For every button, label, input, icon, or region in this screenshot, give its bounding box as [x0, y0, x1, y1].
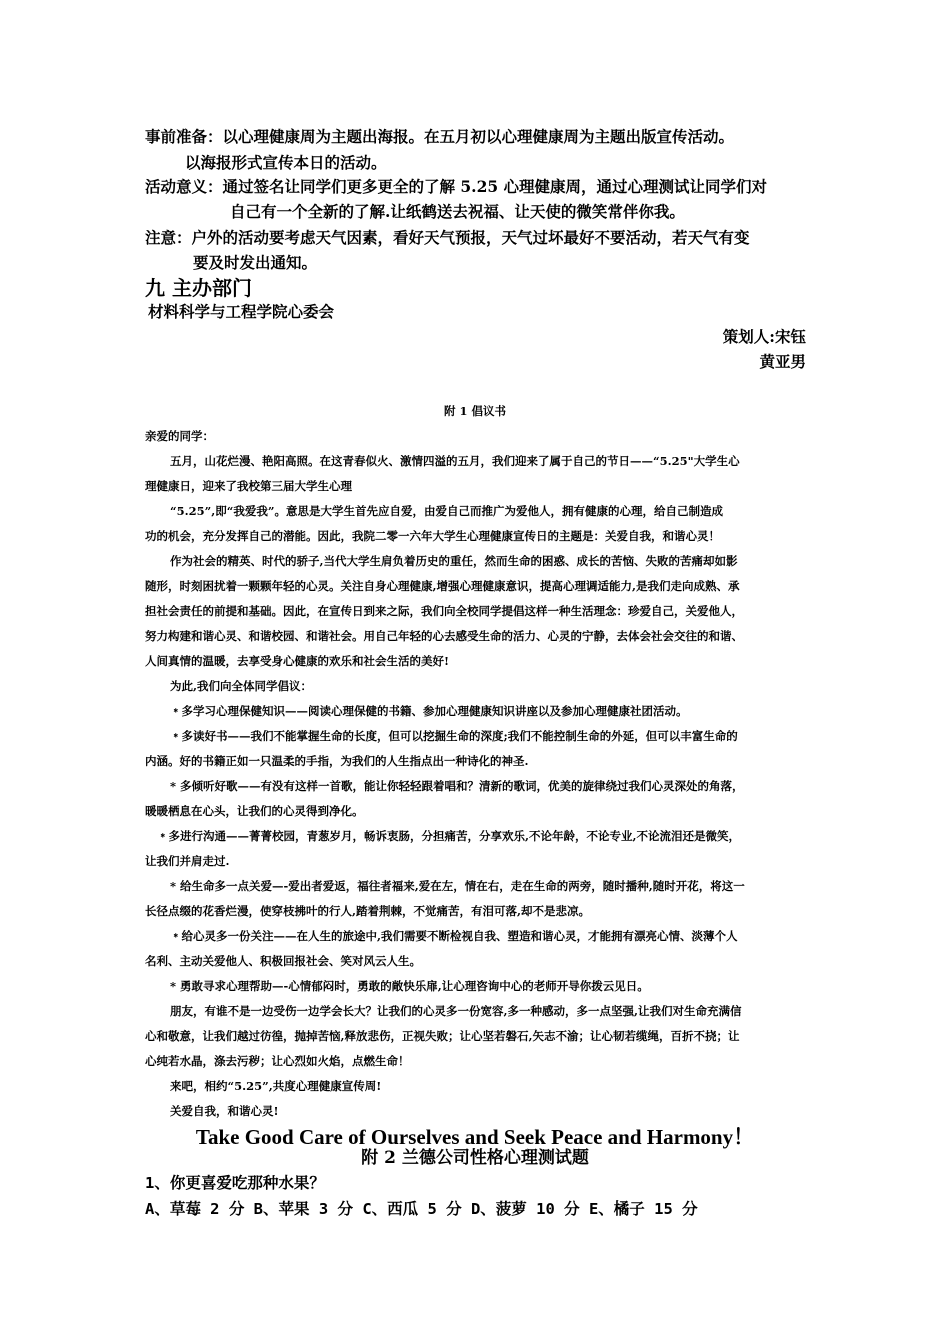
appendix1-line: * 多倾听好歌——有没有这样一首歌，能让你轻轻跟着唱和？清新的歌词，优美的旋律绕过我们心灵深处的角落， [170, 779, 744, 793]
appendix1-line: 来吧，相约“5.25”,共度心理健康宣传周! [170, 1079, 382, 1093]
appendix1-title: 附 1 倡议书 [443, 404, 506, 418]
appendix1-line: 作为社会的精英、时代的骄子,当代大学生肩负着历史的重任，然而生命的困惑、成长的苦恼、失败的苦痛却如影 [170, 554, 738, 568]
appendix1-line: 暖暖栖息在心头，让我们的心灵得到净化。 [145, 804, 364, 818]
notice-line-1: 注意：户外的活动要考虑天气因素，看好天气预报，天气过坏最好不要活动，若天气有变 [145, 228, 750, 247]
question-1: 1、你更喜爱吃那种水果？ [145, 1174, 325, 1192]
prep-line-2: 以海报形式宣传本日的活动。 [185, 153, 387, 172]
appendix1-line: ﹡给心灵多一份关注——在人生的旅途中,我们需要不断检视自我、塑造和谐心灵，才能拥有漂亮心情、淡薄个人 [170, 929, 738, 943]
organizer-heading: 九 主办部门 [145, 276, 252, 300]
appendix1-line: 朋友，有谁不是一边受伤一边学会长大？让我们的心灵多一份宽容,多一种感动，多一点坚强,让我们对生命充满信 [170, 1004, 742, 1018]
appendix1-line: 五月，山花烂漫、艳阳高照。在这青春似火、激情四溢的五月，我们迎来了属于自己的节日——“5.25"大学生心 [170, 454, 740, 468]
appendix1-greeting: 亲爱的同学： [145, 429, 214, 443]
appendix1-line: 长径点缀的花香烂漫，使穿枝拂叶的行人,踏着荆棘，不觉痛苦，有泪可落,却不是悲凉。 [145, 904, 591, 918]
appendix1-line: 人间真情的温暖，去享受身心健康的欢乐和社会生活的美好! [145, 654, 450, 668]
appendix1-line: 功的机会，充分发挥自己的潜能。因此，我院二零一六年大学生心理健康宣传日的主题是：关爱自我，和谐心灵！ [145, 529, 720, 543]
question-1-options: A、草莓 2 分 B、苹果 3 分 C、西瓜 5 分 D、菠萝 10 分 E、橘子 15 分 [145, 1200, 698, 1218]
organizer-name: 材料科学与工程学院心委会 [148, 302, 335, 321]
appendix1-line: 理健康日，迎来了我校第三届大学生心理 [145, 479, 352, 493]
appendix1-line: 心和敬意，让我们越过彷徨，抛掉苦恼,释放悲伤，正视失败；让心坚若磐石,矢志不渝；让心韧若缆绳，百折不挠；让 [145, 1029, 740, 1043]
appendix1-line: 心纯若水晶，涤去污秽；让心烈如火焰，点燃生命！ [145, 1054, 410, 1068]
appendix1-line: * 给生命多一点关爱—-爱出者爱返，福往者福来,爱在左，情在右，走在生命的两旁，随时播种,随时开花，将这一 [170, 879, 745, 893]
planner-line-1: 策划人:宋钰 [722, 327, 806, 346]
planner-line-2: 黄亚男 [759, 352, 806, 371]
appendix1-line: 内涵。好的书籍正如一只温柔的手指，为我们的人生指点出一种诗化的神圣. [145, 754, 529, 768]
appendix1-line: 为此,我们向全体同学倡议： [170, 679, 313, 693]
english-title: Take Good Care of Ourselves and Seek Peace and Harmony！ [195, 1125, 755, 1149]
appendix1-line: “5.25”,即“我爱我”。意思是大学生首先应自爱，由爱自己而推广为爱他人，拥有健康的心理，给自己制造成 [170, 504, 723, 518]
appendix1-line: * 勇敢寻求心理帮助—-心情郁闷时，勇敢的敞快乐扉,让心理咨询中心的老师开导你拨云见日。 [170, 979, 649, 993]
prep-line-1: 事前准备：以心理健康周为主题出海报。在五月初以心理健康周为主题出版宣传活动。 [145, 127, 735, 146]
meaning-line-2: 自己有一个全新的了解.让纸鹤送去祝福、让天使的微笑常伴你我。 [230, 202, 685, 221]
appendix1-line: ﹡多读好书——我们不能掌握生命的长度，但可以挖掘生命的深度;我们不能控制生命的外延，但可以丰富生命的 [170, 729, 738, 743]
appendix1-line: 随形，时刻困扰着一颗颗年轻的心灵。关注自身心理健康,增强心理健康意识，提高心理调适能力,是我们走向成熟、承 [145, 579, 740, 593]
appendix2-title: 附 2 兰德公司性格心理测试题 [361, 1148, 589, 1168]
appendix1-line: ﹡多学习心理保健知识——阅读心理保健的书籍、参加心理健康知识讲座以及参加心理健康社团活动。 [170, 704, 688, 718]
appendix1-line: 关爱自我，和谐心灵! [170, 1104, 279, 1118]
appendix1-line: 努力构建和谐心灵、和谐校园、和谐社会。用自己年轻的心去感受生命的活力、心灵的宁静，去体会社会交往的和谐、 [145, 629, 743, 643]
appendix1-line: 名利、主动关爱他人、积极回报社会、笑对风云人生。 [145, 954, 421, 968]
appendix1-line: 担社会责任的前提和基础。因此，在宣传日到来之际，我们向全校同学提倡这样一种生活理念：珍爱自己，关爱他人， [145, 604, 743, 618]
meaning-line-1: 活动意义：通过签名让同学们更多更全的了解 5.25 心理健康周，通过心理测试让同学们对 [145, 177, 768, 196]
notice-line-2: 要及时发出通知。 [193, 253, 318, 272]
appendix1-line: 让我们并肩走过. [145, 854, 230, 868]
appendix1-line: ﹡多进行沟通——菁菁校园，青葱岁月，畅诉衷肠，分担痛苦，分享欢乐,不论年龄，不论专业,不论流泪还是微笑， [157, 829, 741, 843]
